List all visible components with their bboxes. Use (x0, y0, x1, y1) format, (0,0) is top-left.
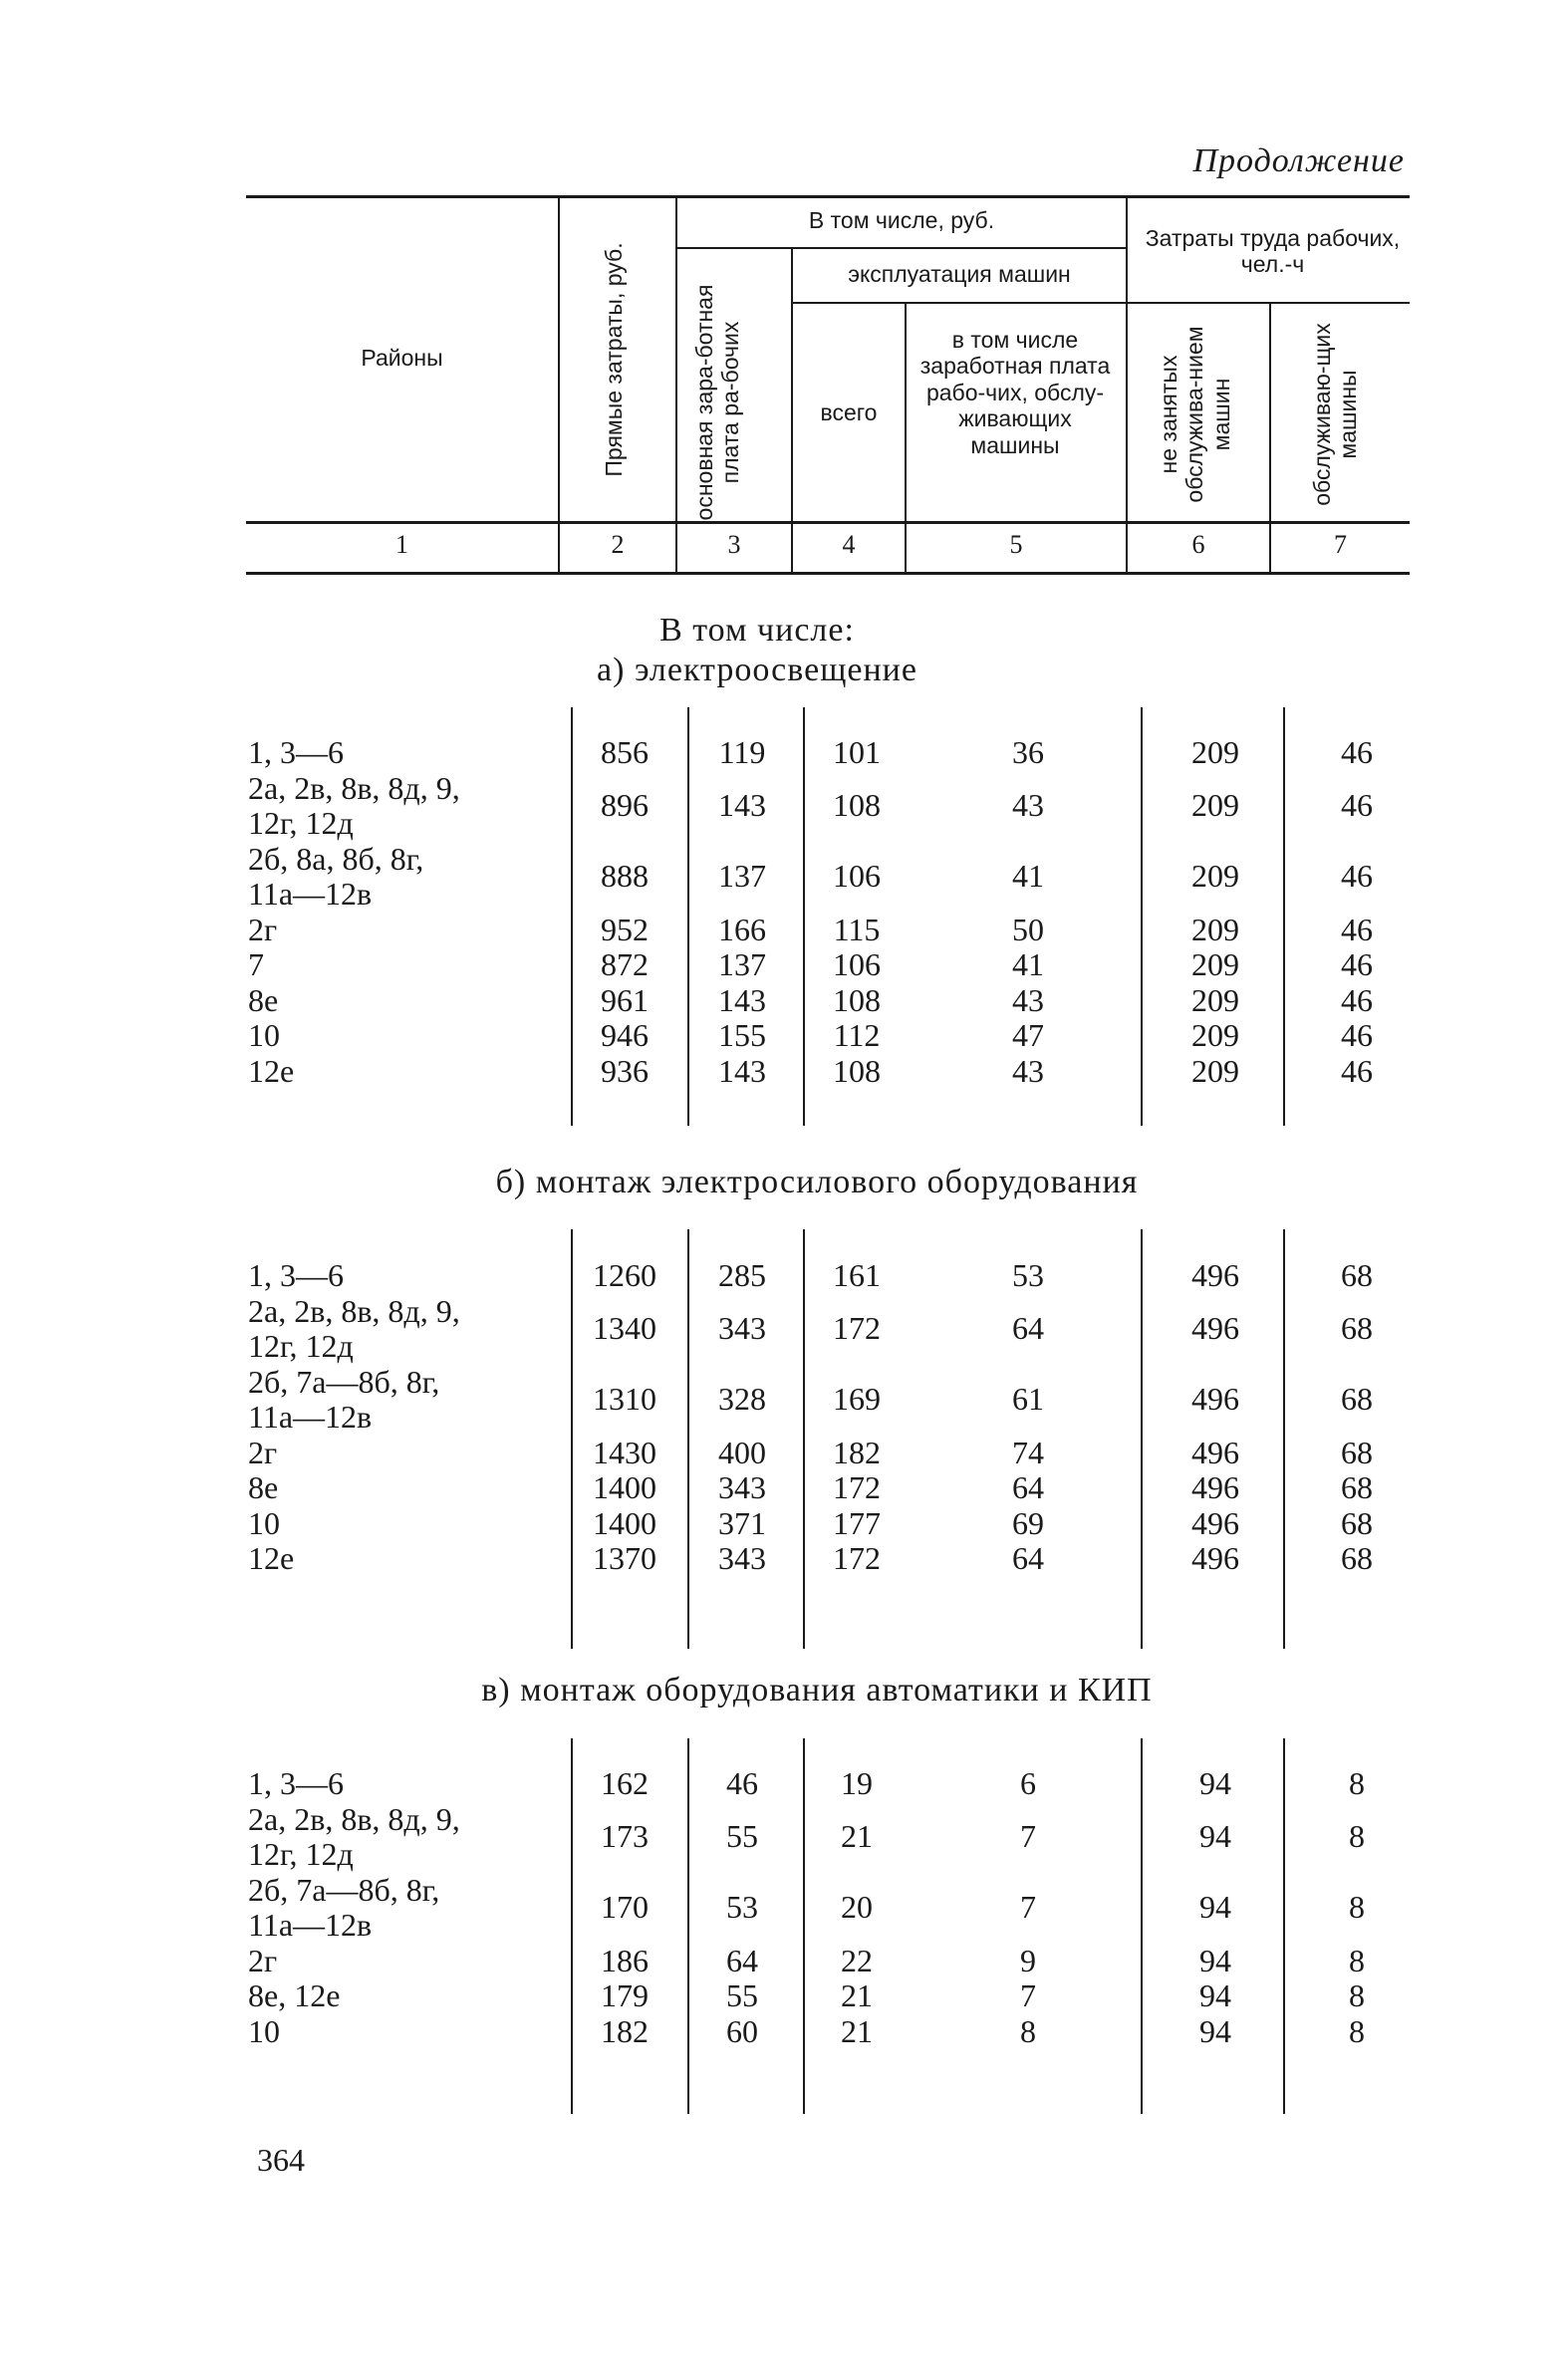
page-number: 364 (257, 2142, 305, 2178)
column-number: 3 (727, 530, 741, 559)
region-cell (248, 1944, 277, 1979)
table-row (0, 771, 1568, 842)
value-cell: 137 (718, 946, 766, 982)
table-row (0, 1294, 1568, 1365)
table-header (246, 195, 1410, 576)
intro-heading: В том числе: (659, 612, 855, 649)
value-cell: 41 (1012, 946, 1044, 982)
region-cell (248, 735, 344, 771)
region-line: 2а, 2в, 8в, 8д, 9, (248, 1800, 460, 1837)
value-cell: 8 (1349, 1942, 1365, 1978)
region-line: 8е (248, 981, 279, 1018)
value-cell: 106 (833, 946, 881, 982)
value-cell: 496 (1191, 1540, 1239, 1576)
region-cell (248, 842, 423, 913)
value-cell: 46 (1341, 787, 1373, 824)
value-cell: 20 (841, 1889, 873, 1926)
value-cell: 186 (601, 1942, 649, 1978)
value-cell: 896 (601, 787, 649, 824)
value-cell: 74 (1012, 1434, 1044, 1470)
value-cell: 46 (726, 1765, 758, 1801)
value-cell: 1260 (593, 1257, 656, 1293)
value-cell: 209 (1191, 981, 1239, 1018)
value-cell: 961 (601, 981, 649, 1018)
region-line: 2а, 2в, 8в, 8д, 9, (248, 769, 460, 806)
value-cell: 115 (833, 911, 881, 947)
region-line: 8е (248, 1469, 279, 1505)
value-cell: 46 (1341, 911, 1373, 947)
value-cell: 94 (1199, 2012, 1231, 2049)
value-cell: 496 (1191, 1310, 1239, 1347)
region-cell (248, 913, 277, 948)
region-cell (248, 1294, 460, 1365)
section-title: б) монтаж электросилового оборудования (495, 1164, 1139, 1200)
table-row (0, 1018, 1568, 1054)
header-machine-wages: в том числе заработная плата рабо-чих, обслу-живающих машины (919, 327, 1111, 458)
region-line: 2г (248, 911, 278, 947)
region-cell (248, 1766, 344, 1802)
value-cell: 8 (1349, 1765, 1365, 1801)
value-cell: 64 (1012, 1540, 1044, 1576)
value-cell: 19 (841, 1765, 873, 1801)
value-cell: 162 (601, 1765, 649, 1801)
value-cell: 94 (1199, 1818, 1231, 1855)
value-cell: 68 (1341, 1434, 1373, 1470)
value-cell: 68 (1341, 1469, 1373, 1505)
column-number: 5 (1009, 530, 1023, 559)
value-cell: 46 (1341, 981, 1373, 1018)
value-cell: 182 (601, 2012, 649, 2049)
value-cell: 143 (718, 1052, 766, 1089)
value-cell: 328 (718, 1381, 766, 1418)
header-direct-costs: Прямые затраты, руб. (601, 242, 627, 477)
header-total: всего (820, 399, 878, 425)
value-cell: 166 (718, 911, 766, 947)
region-cell (248, 1365, 439, 1436)
region-line: 12г, 12д (248, 805, 354, 841)
value-cell: 209 (1191, 946, 1239, 982)
table-row (0, 735, 1568, 771)
header-labor-machine-text: обслуживаю-щих машины (1309, 323, 1362, 506)
value-cell: 43 (1012, 1052, 1044, 1089)
table-row (0, 1470, 1568, 1506)
value-cell: 343 (718, 1310, 766, 1347)
value-cell: 108 (833, 787, 881, 824)
column-number: 2 (611, 530, 625, 559)
region-cell (248, 1436, 277, 1471)
region-cell (248, 1258, 344, 1294)
region-line: 1, 3—6 (248, 1257, 344, 1293)
region-line: 12е (248, 1052, 295, 1089)
value-cell: 8 (1349, 1818, 1365, 1855)
value-cell: 68 (1341, 1381, 1373, 1418)
value-cell: 952 (601, 911, 649, 947)
value-cell: 496 (1191, 1469, 1239, 1505)
value-cell: 1310 (593, 1381, 656, 1418)
value-cell: 6 (1020, 1765, 1036, 1801)
value-cell: 7 (1020, 1818, 1036, 1855)
value-cell: 55 (726, 1818, 758, 1855)
value-cell: 137 (718, 858, 766, 895)
value-cell: 46 (1341, 946, 1373, 982)
value-cell: 43 (1012, 787, 1044, 824)
value-cell: 64 (1012, 1310, 1044, 1347)
value-cell: 170 (601, 1889, 649, 1926)
table-row (0, 913, 1568, 948)
table-row (0, 1766, 1568, 1802)
table-row (0, 1365, 1568, 1436)
value-cell: 172 (833, 1469, 881, 1505)
value-cell: 64 (726, 1942, 758, 1978)
value-cell: 8 (1020, 2012, 1036, 2049)
value-cell: 177 (833, 1504, 881, 1541)
value-cell: 209 (1191, 911, 1239, 947)
value-cell: 22 (841, 1942, 873, 1978)
value-cell: 94 (1199, 1942, 1231, 1978)
value-cell: 36 (1012, 734, 1044, 770)
value-cell: 143 (718, 787, 766, 824)
value-cell: 8 (1349, 1889, 1365, 1926)
header-base-wages (691, 283, 775, 522)
value-cell: 53 (1012, 1257, 1044, 1293)
value-cell: 47 (1012, 1017, 1044, 1053)
value-cell: 1400 (593, 1504, 656, 1541)
value-cell: 55 (726, 1977, 758, 2013)
table-row (0, 1802, 1568, 1873)
region-cell (248, 1873, 439, 1944)
value-cell: 172 (833, 1540, 881, 1576)
header-including-group: В том числе, руб. (808, 207, 995, 233)
region-line: 10 (248, 1017, 280, 1053)
value-cell: 161 (833, 1257, 881, 1293)
value-cell: 46 (1341, 1017, 1373, 1053)
value-cell: 1430 (593, 1434, 656, 1470)
header-base-wages-text: основная зара-ботная плата ра-бочих (691, 284, 744, 521)
value-cell: 1370 (593, 1540, 656, 1576)
column-number: 7 (1334, 530, 1347, 559)
value-cell: 169 (833, 1381, 881, 1418)
region-line: 10 (248, 1504, 280, 1541)
region-cell (248, 1506, 280, 1542)
table-row (0, 842, 1568, 913)
value-cell: 119 (718, 734, 766, 770)
header-labor-not-machine (1156, 310, 1239, 519)
table-row (0, 1258, 1568, 1294)
value-cell: 946 (601, 1017, 649, 1053)
value-cell: 285 (718, 1257, 766, 1293)
table-row (0, 1436, 1568, 1471)
continuation-label: Продолжение (1192, 142, 1405, 179)
region-line: 8е, 12е (248, 1977, 341, 2013)
table-row (0, 2014, 1568, 2050)
value-cell: 496 (1191, 1257, 1239, 1293)
region-cell (248, 1802, 460, 1873)
header-labor-not-machine-text: не занятых обслужива-нием машин (1156, 326, 1234, 503)
region-cell (248, 1541, 294, 1577)
value-cell: 94 (1199, 1889, 1231, 1926)
value-cell: 68 (1341, 1504, 1373, 1541)
value-cell: 108 (833, 1052, 881, 1089)
value-cell: 172 (833, 1310, 881, 1347)
value-cell: 112 (833, 1017, 881, 1053)
region-cell (248, 771, 460, 842)
region-line: 2г (248, 1434, 278, 1470)
region-line: 11а—12в (248, 876, 373, 912)
value-cell: 8 (1349, 2012, 1365, 2049)
value-cell: 496 (1191, 1434, 1239, 1470)
value-cell: 68 (1341, 1310, 1373, 1347)
table-row (0, 1944, 1568, 1979)
region-line: 1, 3—6 (248, 1765, 344, 1801)
value-cell: 143 (718, 981, 766, 1018)
region-line: 11а—12в (248, 1907, 373, 1943)
value-cell: 94 (1199, 1765, 1231, 1801)
value-cell: 209 (1191, 1052, 1239, 1089)
value-cell: 108 (833, 981, 881, 1018)
value-cell: 46 (1341, 858, 1373, 895)
region-line: 1, 3—6 (248, 734, 344, 770)
region-line: 2а, 2в, 8в, 8д, 9, (248, 1292, 460, 1329)
region-cell (248, 983, 278, 1019)
value-cell: 179 (601, 1977, 649, 2013)
region-line: 2б, 7а—8б, 8г, (248, 1363, 440, 1400)
header-regions: Районы (361, 345, 443, 371)
header-labor-machine (1309, 310, 1369, 519)
value-cell: 936 (601, 1052, 649, 1089)
region-line: 11а—12в (248, 1399, 373, 1435)
table-row (0, 947, 1568, 983)
value-cell: 182 (833, 1434, 881, 1470)
value-cell: 101 (833, 734, 881, 770)
section-title: в) монтаж оборудования автоматики и КИП (481, 1672, 1153, 1708)
region-cell (248, 1054, 294, 1090)
value-cell: 21 (841, 2012, 873, 2049)
value-cell: 343 (718, 1540, 766, 1576)
value-cell: 872 (601, 946, 649, 982)
value-cell: 173 (601, 1818, 649, 1855)
value-cell: 209 (1191, 1017, 1239, 1053)
value-cell: 69 (1012, 1504, 1044, 1541)
value-cell: 209 (1191, 787, 1239, 824)
table-row (0, 1541, 1568, 1577)
region-cell (248, 1470, 278, 1506)
value-cell: 106 (833, 858, 881, 895)
value-cell: 7 (1020, 1889, 1036, 1926)
value-cell: 46 (1341, 734, 1373, 770)
value-cell: 1400 (593, 1469, 656, 1505)
value-cell: 50 (1012, 911, 1044, 947)
column-number: 4 (842, 530, 856, 559)
table-row (0, 1506, 1568, 1542)
value-cell: 209 (1191, 858, 1239, 895)
value-cell: 61 (1012, 1381, 1044, 1418)
region-cell (248, 1978, 340, 2014)
value-cell: 43 (1012, 981, 1044, 1018)
value-cell: 60 (726, 2012, 758, 2049)
value-cell: 888 (601, 858, 649, 895)
header-machine-operation-group: эксплуатация машин (848, 261, 1071, 287)
table-row (0, 983, 1568, 1019)
value-cell: 9 (1020, 1942, 1036, 1978)
value-cell: 209 (1191, 734, 1239, 770)
table-row (0, 1054, 1568, 1090)
region-line: 7 (248, 946, 264, 982)
region-line: 12г, 12д (248, 1328, 354, 1364)
region-cell (248, 2014, 280, 2050)
value-cell: 41 (1012, 858, 1044, 895)
value-cell: 53 (726, 1889, 758, 1926)
value-cell: 68 (1341, 1540, 1373, 1576)
value-cell: 46 (1341, 1052, 1373, 1089)
region-line: 12г, 12д (248, 1836, 354, 1872)
region-line: 12е (248, 1540, 295, 1576)
region-line: 10 (248, 2012, 280, 2049)
value-cell: 64 (1012, 1469, 1044, 1505)
region-line: 2б, 7а—8б, 8г, (248, 1871, 440, 1908)
value-cell: 8 (1349, 1977, 1365, 2013)
value-cell: 343 (718, 1469, 766, 1505)
region-line: 2б, 8а, 8б, 8г, (248, 840, 424, 877)
table-row (0, 1978, 1568, 2014)
header-labor-group: Затраты труда рабочих, чел.-ч (1145, 225, 1401, 278)
value-cell: 7 (1020, 1977, 1036, 2013)
value-cell: 94 (1199, 1977, 1231, 2013)
table-row (0, 1873, 1568, 1944)
column-number: 1 (395, 530, 408, 559)
value-cell: 68 (1341, 1257, 1373, 1293)
value-cell: 1340 (593, 1310, 656, 1347)
value-cell: 856 (601, 734, 649, 770)
region-line: 2г (248, 1942, 278, 1978)
region-cell (248, 1018, 280, 1054)
region-cell (248, 947, 264, 983)
value-cell: 21 (841, 1818, 873, 1855)
value-cell: 21 (841, 1977, 873, 2013)
value-cell: 496 (1191, 1504, 1239, 1541)
section-title: а) электроосвещение (597, 652, 917, 688)
value-cell: 496 (1191, 1381, 1239, 1418)
column-number: 6 (1191, 530, 1205, 559)
value-cell: 371 (718, 1504, 766, 1541)
value-cell: 155 (718, 1017, 766, 1053)
value-cell: 400 (718, 1434, 766, 1470)
